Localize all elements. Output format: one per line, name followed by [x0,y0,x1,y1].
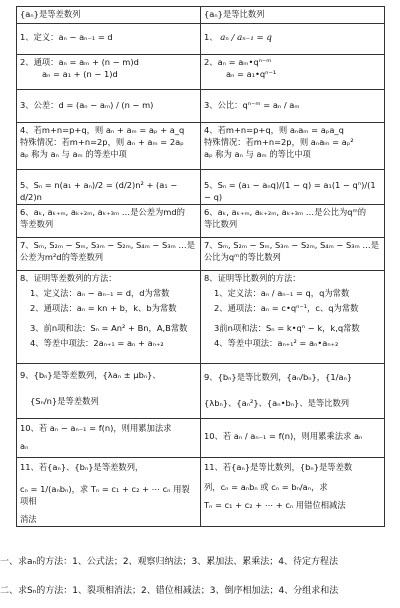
table-header-row [17,7,385,24]
row9-right [201,364,385,419]
row8-left-line3: 2、通项法：aₙ = kn + b，k、b为常数 [30,303,177,313]
row6-left-line2: 等差数列 [20,219,54,229]
row11-right [201,458,385,527]
row5-right-line: 5、Sₙ = (a₁ − aₙq)/(1 − q) = a₁(1 − qⁿ)/(1 − q) [204,180,376,202]
row3-left [17,90,201,123]
table-row [17,123,385,170]
table-row [17,55,385,90]
row4-left-line2: 特殊情况：若m+n=2p，则 aₙ + aₘ = 2aₚ [20,137,184,147]
row8-left-line2: 1、定义法：aₙ − aₙ₋₁ = d，d为常数 [30,288,170,298]
row1-right-prefix: 1、 [204,32,218,42]
row6-right [201,205,385,238]
row8-left-line5: 4、等差中项法：2aₙ₊₁ = aₙ + aₙ₊₂ [30,338,164,348]
row9-left-line1: 9、{bₙ}是等差数列，{λaₙ ± μbₙ}、 [20,370,161,380]
row3-right [201,90,385,123]
row11-right-line2: 列，cₙ = aₙbₙ 或 cₙ = bₙ/aₙ，求 [204,482,328,492]
row8-left [17,271,201,364]
row1-left-line: 1、定义：aₙ − aₙ₋₁ = d [20,32,113,42]
row9-right-line1: 9、{bₙ}是等比数列，{aₙ/bₙ}，{1/aₙ} [204,372,353,382]
table-row [17,238,385,271]
table-row [17,90,385,123]
row8-right-line5: 4、等差中项法：aₙ₊₁² = aₙ•aₙ₊₂ [214,338,339,348]
row7-right-line2: 公比为qᵐ的等比数列 [204,252,281,262]
row2-right [201,55,385,90]
row1-right [201,24,385,55]
sequence-comparison-table [16,6,385,527]
row7-left [17,238,201,271]
row7-left-line2: 公差为m²d的等差数列 [20,252,104,262]
row4-right [201,123,385,170]
table-row [17,364,385,419]
row8-right [201,271,385,364]
row6-left [17,205,201,238]
row5-right [201,170,385,205]
row11-left-line1: 11、若{aₙ}、{bₙ}是等差数列， [20,462,144,472]
method-summary-sn: 二、求Sₙ的方法：1、裂项相消法；2、错位相减法；3、倒序相加法；4、分组求和法 [0,586,339,596]
row9-right-line2: {λbₙ}、{aₙ²}、{aₙ•bₙ}、是等比数列 [204,398,350,408]
row2-right-line2: aₙ = a₁•qⁿ⁻¹ [226,69,277,79]
table-row [17,24,385,55]
row9-left-line2: {Sₙ/n}是等差数列 [30,396,99,406]
row7-right [201,238,385,271]
header-arithmetic: {aₙ}是等差数列 [17,7,201,24]
row4-right-line3: aₚ 称为 aₙ 与 aₘ 的等比中项 [204,149,311,159]
row8-right-line4: 3前n项和法：Sₙ = k•qⁿ − k，k,q常数 [214,323,360,333]
row11-left-line3: 消法 [20,514,37,524]
row8-right-line1: 8、证明等比数列的方法： [204,273,301,283]
row8-left-line1: 8、证明等差数列的方法： [20,273,117,283]
row6-right-line1: 6、aₖ, aₖ₊ₘ, aₖ₊₂ₘ, aₖ₊₃ₘ …是公比为qᵐ的 [204,207,367,217]
row2-left [17,55,201,90]
row2-left-line2: aₙ = a₁ + (n − 1)d [42,69,118,79]
header-geometric: {aₙ}是等比数列 [201,7,385,24]
table-row [17,458,385,527]
table-row [17,205,385,238]
row10-right-line: 10、若 aₙ / aₙ₋₁ = f(n)，则用累乘法求 aₙ [204,431,363,441]
row7-right-line1: 7、Sₘ, S₂ₘ − Sₘ, S₃ₘ − S₂ₘ, S₄ₘ − S₃ₘ …是 [204,240,379,250]
table-row [17,271,385,364]
row8-right-line2: 1、定义法：aₙ / aₙ₋₁ = q，q为常数 [214,288,350,298]
row9-left [17,364,201,419]
row11-left-line2: cₙ = 1/(aₙbₙ)，求 Tₙ = c₁ + c₂ + ⋯ cₙ 用裂项相 [20,484,190,506]
row5-left [17,170,201,205]
row11-left [17,458,201,527]
row7-left-line1: 7、Sₘ, S₂ₘ − Sₘ, S₃ₘ − S₂ₘ, S₄ₘ − S₃ₘ …是 [20,240,195,250]
row4-right-line1: 4、若m+n=p+q，则 aₙaₘ = aₚa_q [204,125,344,135]
row8-right-line3: 2、通项法：aₙ = c•qⁿ⁻¹，c、q为常数 [214,303,359,313]
row3-right-line: 3、公比：qⁿ⁻ᵐ = aₙ / aₘ [204,100,300,110]
row4-left [17,123,201,170]
row10-left-line1: 10、若 aₙ − aₙ₋₁ = f(n)，则用累加法求 [20,423,172,433]
row11-right-line1: 11、若{aₙ}是等比数列，{bₙ}是等差数 [204,462,353,472]
row6-right-line2: 等比数列 [204,219,238,229]
row4-left-line1: 4、若m+n=p+q，则 aₙ + aₘ = aₚ + a_q [20,125,185,135]
table-row [17,419,385,458]
row10-left [17,419,201,458]
row10-left-line2: aₙ [20,441,29,451]
row5-left-line: 5、Sₙ = n(a₁ + aₙ)/2 = (d/2)n² + (a₁ − d/2)n [20,180,178,202]
row1-left [17,24,201,55]
row3-left-line: 3、公差：d = (aₙ − aₘ) / (n − m) [20,100,154,110]
row6-left-line1: 6、aₖ, aₖ₊ₘ, aₖ₊₂ₘ, aₖ₊₃ₘ …是公差为md的 [20,207,185,217]
row2-left-line1: 2、通项：aₙ = aₘ + (n − m)d [20,57,139,67]
row4-left-line3: aₚ 称为 aₙ 与 aₘ 的等差中项 [20,149,127,159]
row4-right-line2: 特殊情况：若m+n=2p，则 aₙaₘ = aₚ² [204,137,354,147]
row1-right-line [204,25,381,44]
table-row [17,170,385,205]
row2-right-line1: 2、aₙ = aₘ•qⁿ⁻ᵐ [204,57,272,67]
row8-left-line4: 3、前n项和法：Sₙ = An² + Bn，A,B常数 [30,323,188,333]
row11-right-line3: Tₙ = c₁ + c₂ + ⋯ + cₙ 用错位相减法 [204,500,346,510]
row1-right-formula: aₙ / aₙ₋₁ = q [220,33,272,43]
method-summary-an: 一、求aₙ的方法：1、公式法；2、观察归纳法；3、累加法、累乘法；4、待定方程法 [0,557,339,567]
row10-right [201,419,385,458]
